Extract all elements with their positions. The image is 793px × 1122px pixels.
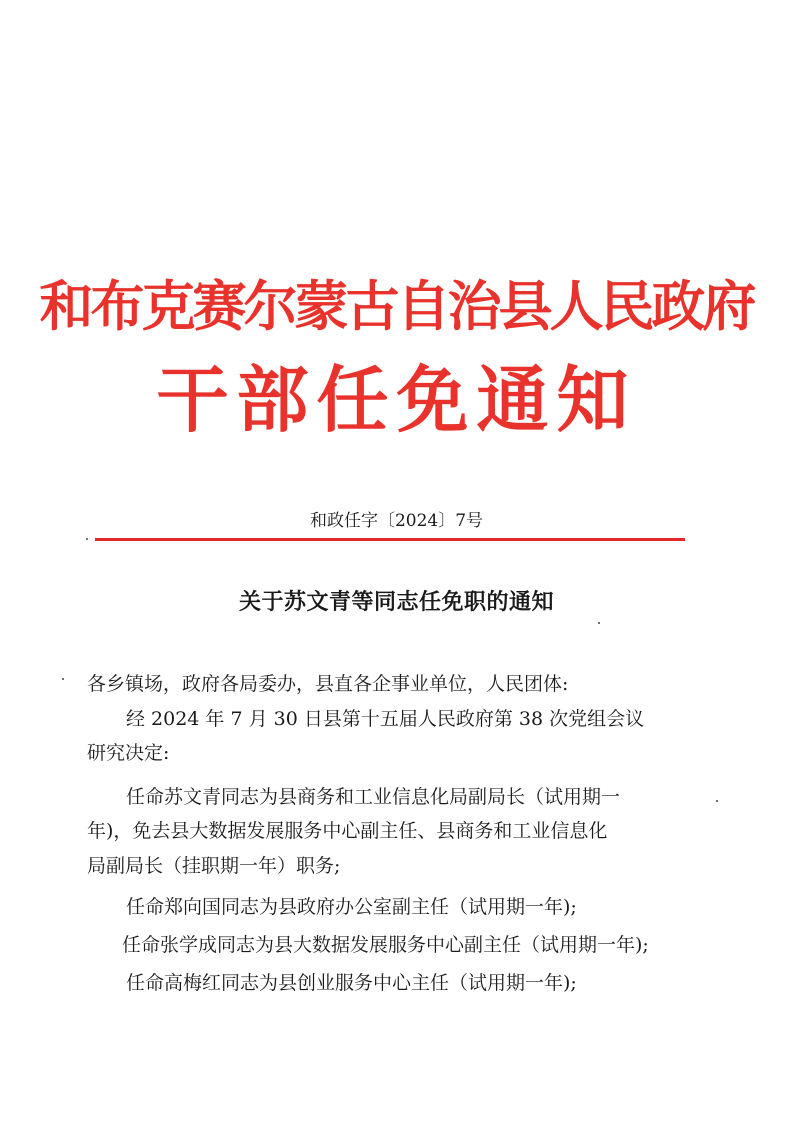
paragraph-3: 任命郑向国同志为县政府办公室副主任（试用期一年); [126, 896, 577, 918]
red-divider-line [95, 538, 685, 541]
paragraph-1-line-1: 经 2024 年 7 月 30 日县第十五届人民政府第 38 次党组会议 [126, 708, 645, 730]
document-type-header: 干部任免通知 [156, 357, 637, 442]
issuing-authority-header: 和布克赛尔蒙古自治县人民政府 [39, 274, 754, 338]
scan-speck [62, 678, 64, 680]
paragraph-1-line-2: 研究决定: [87, 742, 170, 764]
scan-speck [716, 800, 718, 802]
paragraph-5: 任命高梅红同志为县创业服务中心主任（试用期一年); [126, 972, 577, 994]
scan-speck [86, 538, 88, 540]
paragraph-2-line-1: 任命苏文青同志为县商务和工业信息化局副局长（试用期一 [126, 786, 621, 808]
scan-speck [598, 622, 600, 624]
paragraph-4: 任命张学成同志为县大数据发展服务中心副主任（试用期一年); [122, 934, 649, 956]
paragraph-2-line-2: 年)，免去县大数据发展服务中心副主任、县商务和工业信息化 [87, 820, 608, 842]
paragraph-2-line-3: 局副局长（挂职期一年）职务; [87, 855, 341, 877]
salutation: 各乡镇场，政府各局委办，县直各企事业单位，人民团体: [87, 673, 569, 695]
notice-title: 关于苏文青等同志任免职的通知 [238, 589, 554, 615]
document-number: 和政任字〔2024〕7号 [309, 511, 484, 531]
